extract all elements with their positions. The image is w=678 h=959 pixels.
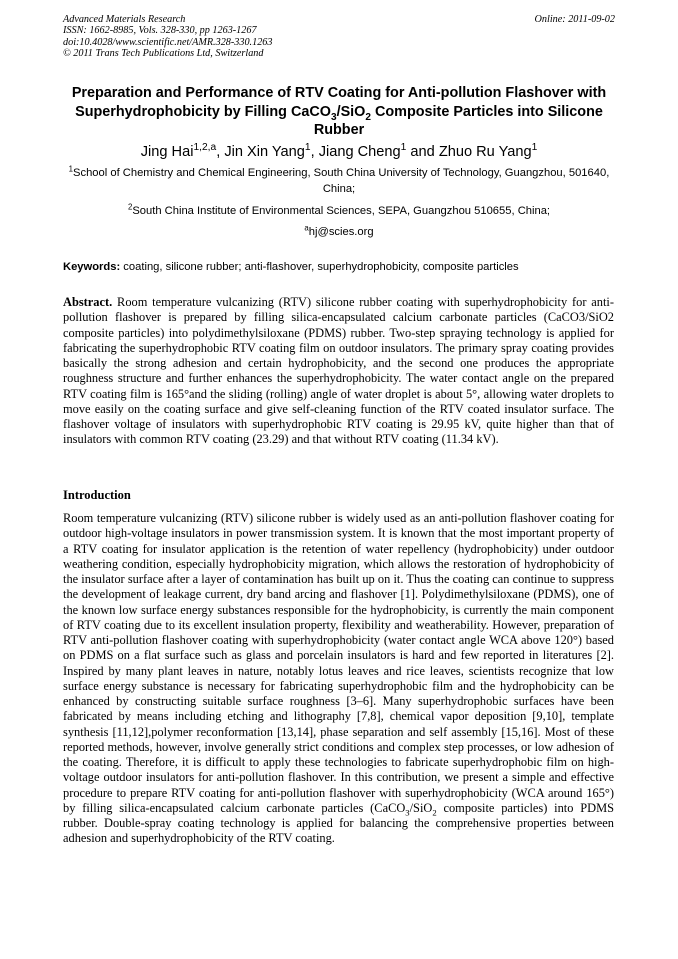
email-line: [60, 225, 618, 241]
journal-name: Advanced Materials Research: [63, 14, 186, 25]
author-affil-mark: 1: [531, 142, 538, 154]
copyright-line: © 2011 Trans Tech Publications Ltd, Switzerland: [63, 48, 264, 60]
online-date: Online: 2011-09-02: [534, 14, 615, 25]
running-header: [63, 14, 615, 60]
affil-text: School of Chemistry and Chemical Engineering, South China University of Technology, Guangzhou, 501640, China;: [73, 167, 610, 195]
keywords-text: coating, silicone rubber; anti-flashover, superhydrophobicity, composite particles: [120, 261, 519, 273]
intro-text-2: /SiO: [409, 800, 433, 815]
title-text-1: Preparation and Performance of RTV Coating for Anti-pollution Flashover with Superhydrophobicity by Filling CaCO: [71, 85, 607, 120]
affil-mark: a: [304, 223, 309, 233]
affil-text: South China Institute of Environmental Sciences, SEPA, Guangzhou 510655, China;: [132, 205, 551, 217]
abstract-label: Abstract.: [63, 295, 113, 309]
affil-mark: 2: [127, 202, 133, 212]
author-separator: and: [406, 144, 439, 160]
author-separator: ,: [310, 144, 319, 160]
author-name: Jiang Cheng: [318, 144, 401, 160]
abstract-text: Room temperature vulcanizing (RTV) silicone rubber coating with superhydrophobicity for anti-pollution flashover is prepared by filling silica-encapsulated calcium carbonate particles (CaCO3/SiO2 composite particles) into polydimethylsiloxane (PDMS) rubber. Two-step spraying technology is applied for fabricating the superhydrophobic RTV coating film on outdoor insulators. The primary spray coating provides basically the strong adhesion and certain hydrophobicity, and the second one produces the appropriate roughness structure and further enhances the superhydrophobicity. The water contact angle on the prepared RTV coating film is 165°and the sliding (rolling) angle of water droplet is about 5°, allowing water droplets to move easily on the coating surface and give self-cleaning function of the RTV coated insulator surface. The flashover voltage of insulators with superhydrophobic RTV coating is 29.95 kV, quite higher than that of insulators with common RTV coating (23.29) and that without RTV coating (11.34 kV).: [63, 295, 614, 447]
keywords-label: Keywords:: [63, 261, 121, 273]
title-subscript-2: 2: [365, 111, 371, 123]
introduction-body: [63, 511, 614, 847]
title-text-2: /SiO: [336, 103, 366, 120]
title-subscript-1: 3: [330, 111, 337, 123]
abstract: [63, 295, 614, 448]
keywords: [63, 260, 623, 274]
author-name: Jing Hai: [140, 144, 194, 160]
intro-text-3: composite particles) into PDMS rubber. Double-spray coating technology is applied for balancing the comprehensive properties between adhesion and superhydrophobicity of the RTV coating.: [63, 800, 614, 846]
paper-title: [50, 84, 628, 140]
affiliation-1: [60, 166, 618, 197]
author-name: Zhuo Ru Yang: [438, 144, 532, 160]
author-affil-mark: 1: [304, 142, 311, 154]
intro-subscript-2: 2: [432, 807, 437, 818]
doi-line: doi:10.4028/www.scientific.net/AMR.328-330.1263: [63, 36, 273, 48]
introduction-heading: Introduction: [63, 488, 131, 502]
intro-subscript-1: 3: [405, 807, 410, 818]
author-affil-mark: 1,2,a: [193, 142, 217, 154]
affiliation-2: [60, 204, 618, 220]
affil-mark: 1: [68, 164, 74, 174]
title-text-3: Composite Particles into Silicone Rubber: [313, 103, 603, 139]
author-email: hj@scies.org: [308, 226, 374, 238]
author-affil-mark: 1: [400, 142, 407, 154]
author-separator: ,: [216, 144, 225, 160]
intro-text-1: Room temperature vulcanizing (RTV) silicone rubber is widely used as an anti-pollution flashover coating for outdoor high-voltage insulators in power transmission system. It is known that the most important property of a RTV coating for insulator application is the retention of water repellency (hydrophobicity) under outdoor weathering condition, especially hydrophobicity migration, which allows the restoration of hydrophobicity of the insulator surface after a layer of contamination has built up on it. Thus the coating can continue to suppress the development of leakage current, dry band arcing and flashover [1]. Polydimethylsiloxane (PDMS), one of the known low surface energy substances responsible for the hydrophobicity, is currently the main component of RTV coating due to its excellent insulation property, flexibility and weatherability. However, preparation of RTV anti-pollution flashover coating with superhydrophobicity (water contact angle WCA above 120°) based on PDMS on a flat surface such as glass and porcelain insulators is hard and few reported in literatures [2]. Inspired by many plant leaves in nature, notably lotus leaves and rice leaves, scientists recognize that low surface energy substance is necessary for fabricating superhydrophobic film and the hydrophobicity can be enhanced by constructing suitable surface roughness [3–6]. Many superhydrophobic surfaces have been fabricated by means including etching and lithography [7,8], chemical vapor deposition [9,10], template synthesis [11,12],polymer reconformation [13,14], phase separation and self assembly [15,16]. Most of these reported methods, however, involve generally strict conditions and complex step processes, or low adhesion of the coating. Therefore, it is difficult to apply these technologies to fabricate superhydrophobic film on high-voltage outdoor insulators for anti-pollution flashover. In this contribution, we present a simple and effective procedure to prepare RTV coating for anti-pollution flashover with superhydrophobicity (WCA around 165°) by filling silica-encapsulated calcium carbonate particles (CaCO: [63, 511, 614, 815]
issn-line: ISSN: 1662-8985, Vols. 328-330, pp 1263-1267: [63, 25, 257, 37]
author-list: [40, 143, 638, 161]
author-name: Jin Xin Yang: [224, 144, 305, 160]
